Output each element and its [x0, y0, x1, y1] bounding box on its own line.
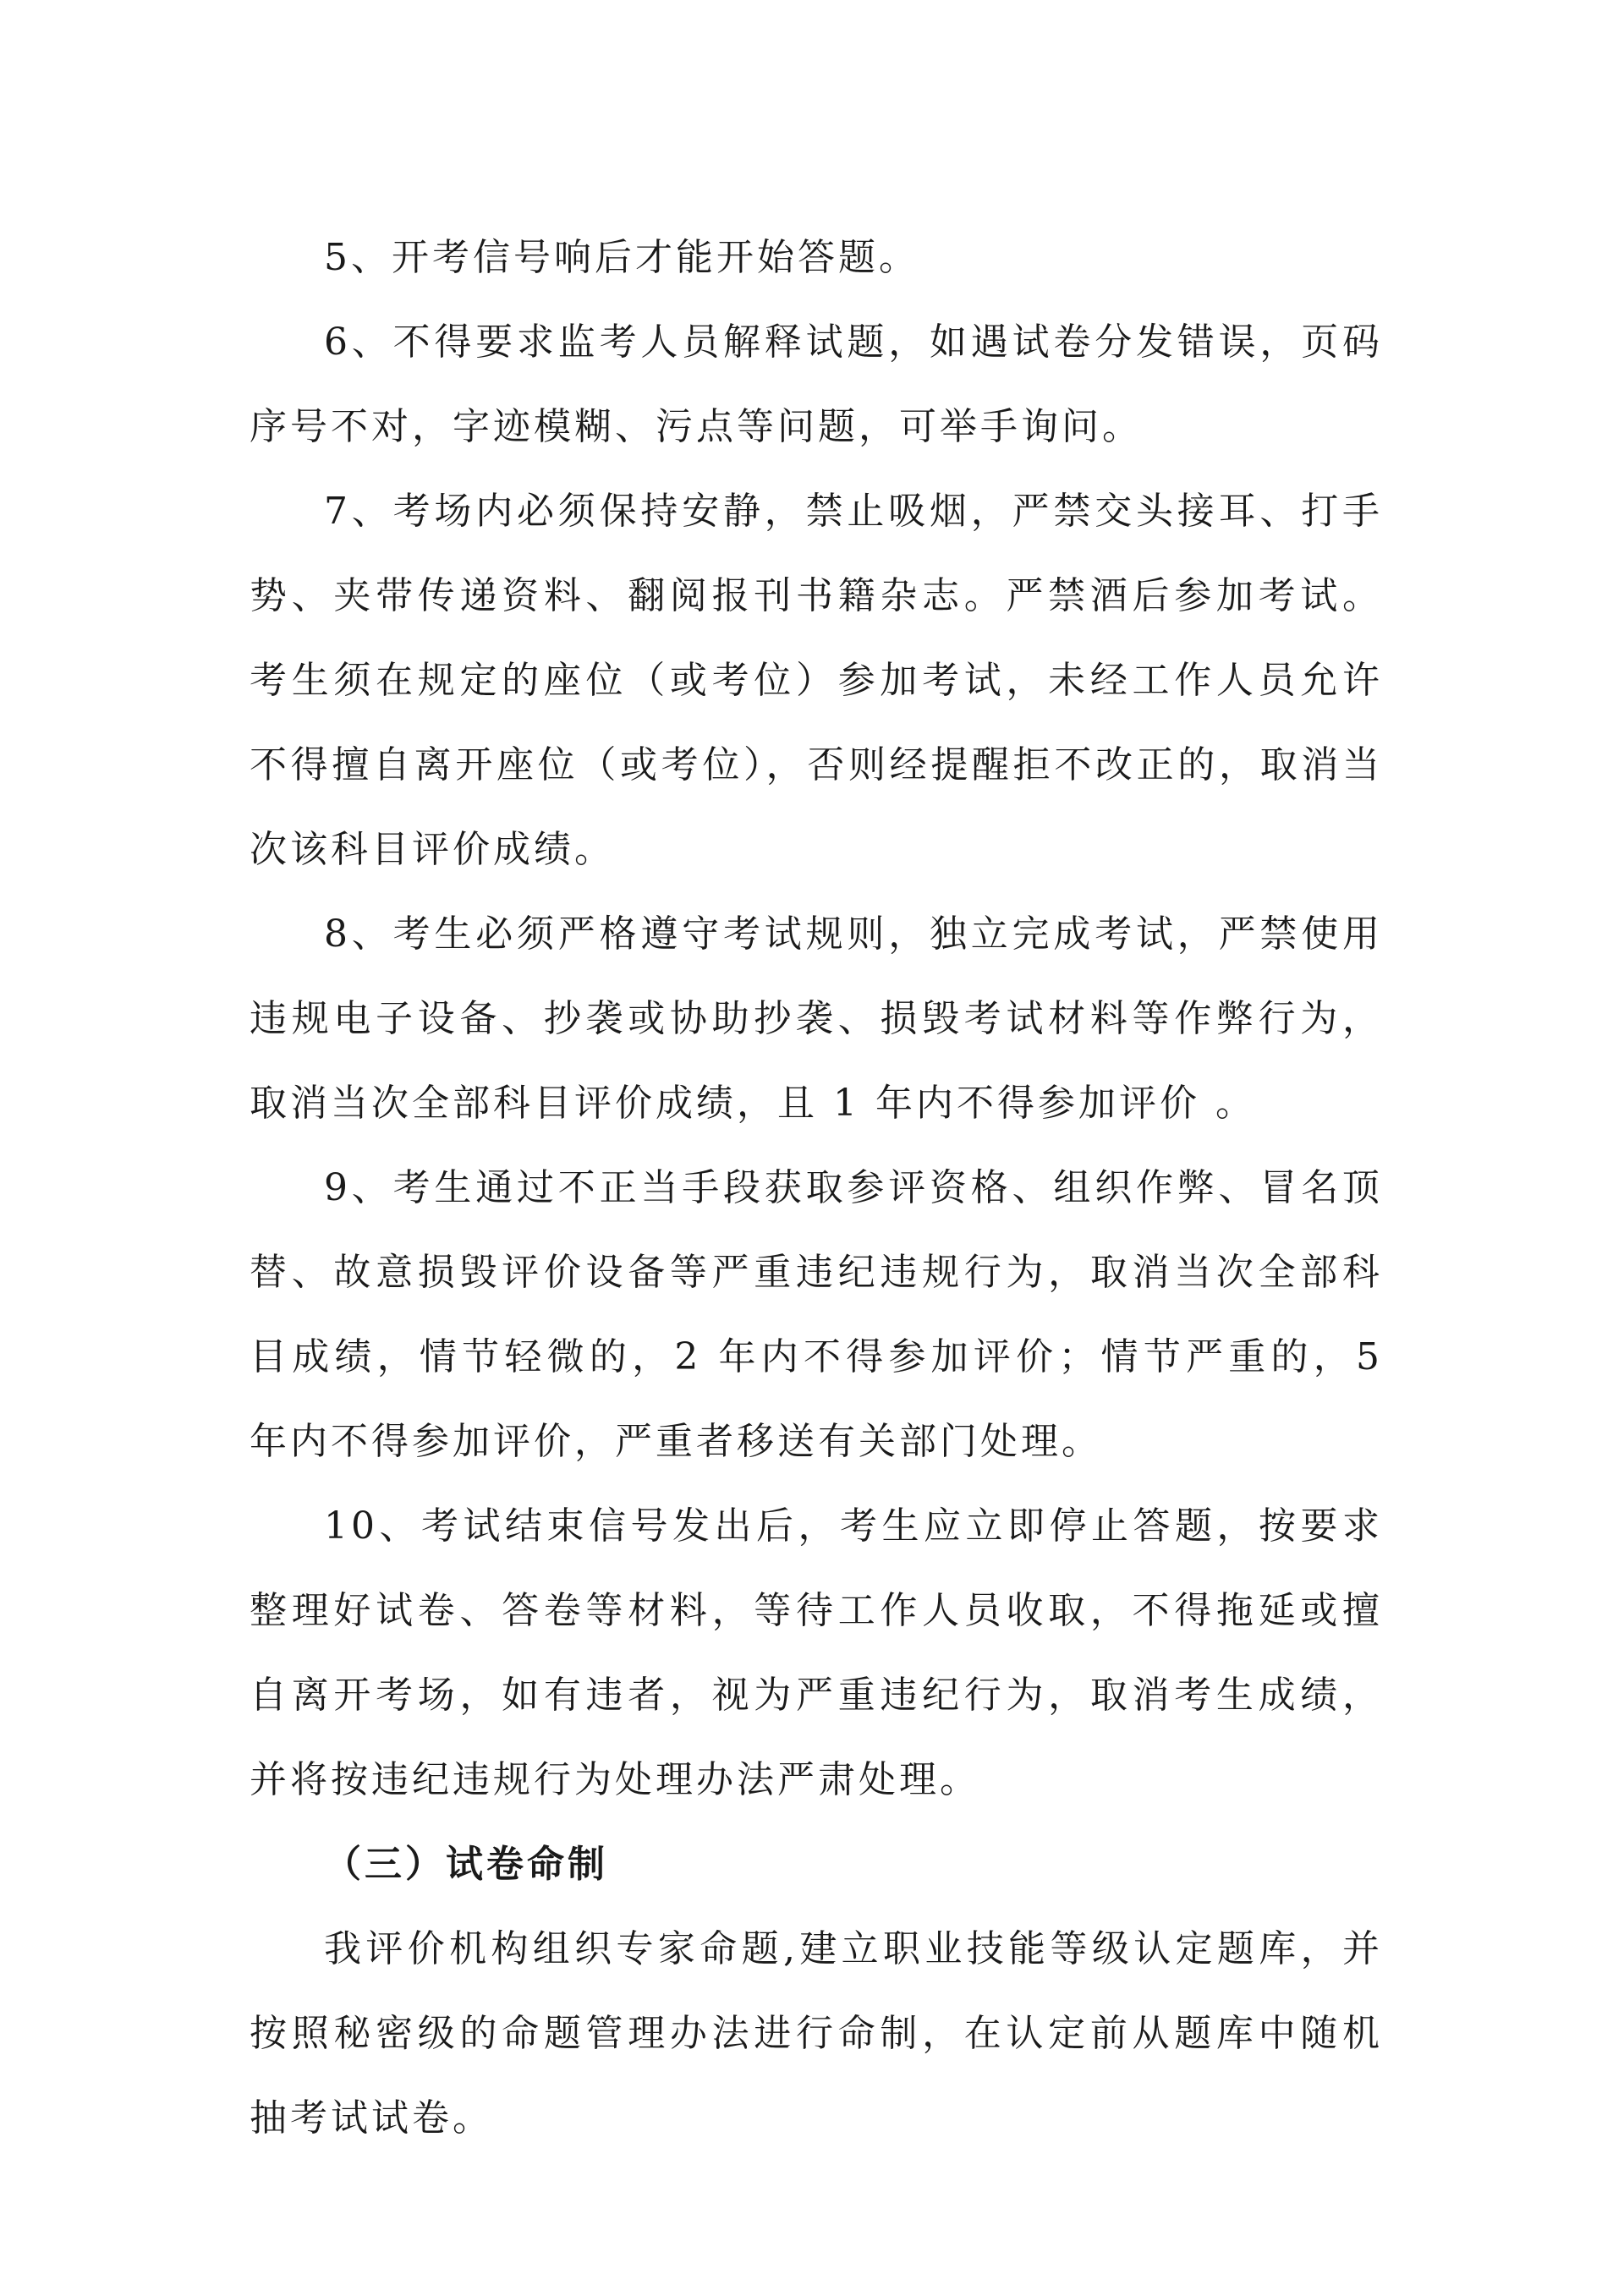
rule-item-7: 7、考场内必须保持安静，禁止吸烟，严禁交头接耳、打手势、夹带传递资料、翻阅报刊书籍杂志。严禁酒后参加考试。考生须在规定的座位（或考位）参加考试，未经工作人员允许不得擅自离开座位（或考位），否则经提醒拒不改正的，取消当次该科目评价成绩。 [250, 490, 1383, 871]
section-paragraph: 我评价机构组织专家命题,建立职业技能等级认定题库，并按照秘密级的命题管理办法进行命制，在认定前从题库中随机抽考试试卷。 [250, 1927, 1383, 2140]
rule-item-10: 10、考试结束信号发出后，考生应立即停止答题，按要求整理好试卷、答卷等材料，等待工作人员收取，不得拖延或擅自离开考场，如有违者，视为严重违纪行为，取消考生成绩，并将按违纪违规行为处理办法严肃处理。 [250, 1504, 1383, 1801]
rule-item-8: 8、考生必须严格遵守考试规则，独立完成考试，严禁使用违规电子设备、抄袭或协助抄袭、损毁考试材料等作弊行为，取消当次全部科目评价成绩，且 1 年内不得参加评价 。 [250, 912, 1383, 1125]
section-heading: （三）试卷命制 [324, 1843, 608, 1886]
document-body [250, 216, 1398, 2161]
rule-item-5: 5、开考信号响后才能开始答题。 [324, 236, 919, 279]
rule-item-9: 9、考生通过不正当手段获取参评资格、组织作弊、冒名顶替、故意损毁评价设备等严重违纪违规行为，取消当次全部科目成绩，情节轻微的，2 年内不得参加评价；情节严重的，5 年内不得参加评价，严重者移送有关部门处理。 [250, 1166, 1398, 1463]
rule-item-6: 6、不得要求监考人员解释试题，如遇试卷分发错误，页码序号不对，字迹模糊、污点等问题，可举手询问。 [250, 321, 1383, 448]
